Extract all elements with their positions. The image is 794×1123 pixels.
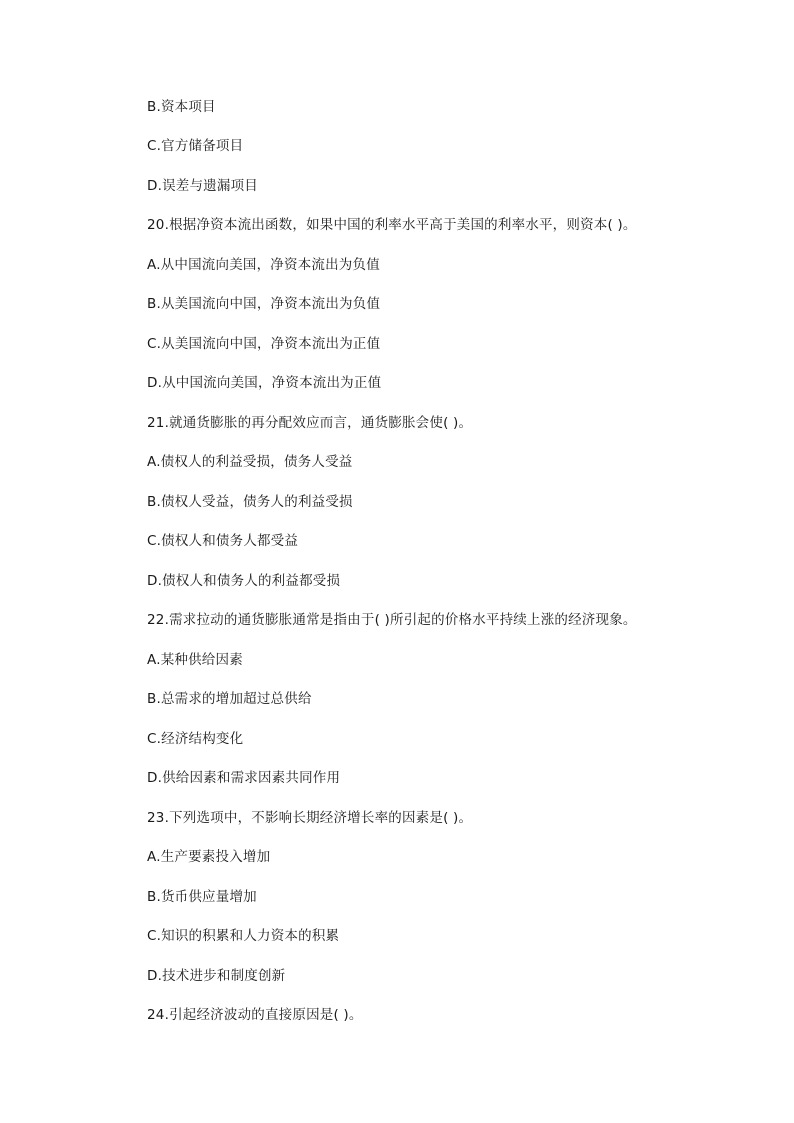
option-line: D.债权人和债务人的利益都受损	[147, 573, 341, 589]
option-line: B.资本项目	[147, 99, 216, 115]
option-line: D.供给因素和需求因素共同作用	[147, 770, 341, 786]
question-line: 23.下列选项中，不影响长期经济增长率的因素是( )。	[147, 810, 473, 826]
question-line: 24.引起经济波动的直接原因是( )。	[147, 1007, 363, 1023]
question-line: 21.就通货膨胀的再分配效应而言，通货膨胀会使( )。	[147, 415, 473, 431]
option-line: A.债权人的利益受损，债务人受益	[147, 454, 353, 470]
option-line: B.债权人受益，债务人的利益受损	[147, 494, 353, 510]
option-line: A.从中国流向美国，净资本流出为负值	[147, 257, 380, 273]
option-line: C.官方储备项目	[147, 138, 244, 154]
option-line: C.知识的积累和人力资本的积累	[147, 928, 340, 944]
option-line: D.技术进步和制度创新	[147, 968, 286, 984]
question-line: 22.需求拉动的通货膨胀通常是指由于( )所引起的价格水平持续上涨的经济现象。	[147, 612, 637, 628]
option-line: A.某种供给因素	[147, 652, 243, 668]
option-line: B.从美国流向中国，净资本流出为负值	[147, 296, 381, 312]
option-line: C.从美国流向中国，净资本流出为正值	[147, 336, 381, 352]
option-line: D.从中国流向美国，净资本流出为正值	[147, 375, 382, 391]
question-line: 20.根据净资本流出函数，如果中国的利率水平高于美国的利率水平，则资本( )。	[147, 217, 637, 233]
option-line: C.经济结构变化	[147, 731, 244, 747]
option-line: B.货币供应量增加	[147, 889, 257, 905]
option-line: C.债权人和债务人都受益	[147, 533, 299, 549]
option-line: A.生产要素投入增加	[147, 849, 271, 865]
option-line: B.总需求的增加超过总供给	[147, 691, 312, 707]
option-line: D.误差与遗漏项目	[147, 178, 258, 194]
